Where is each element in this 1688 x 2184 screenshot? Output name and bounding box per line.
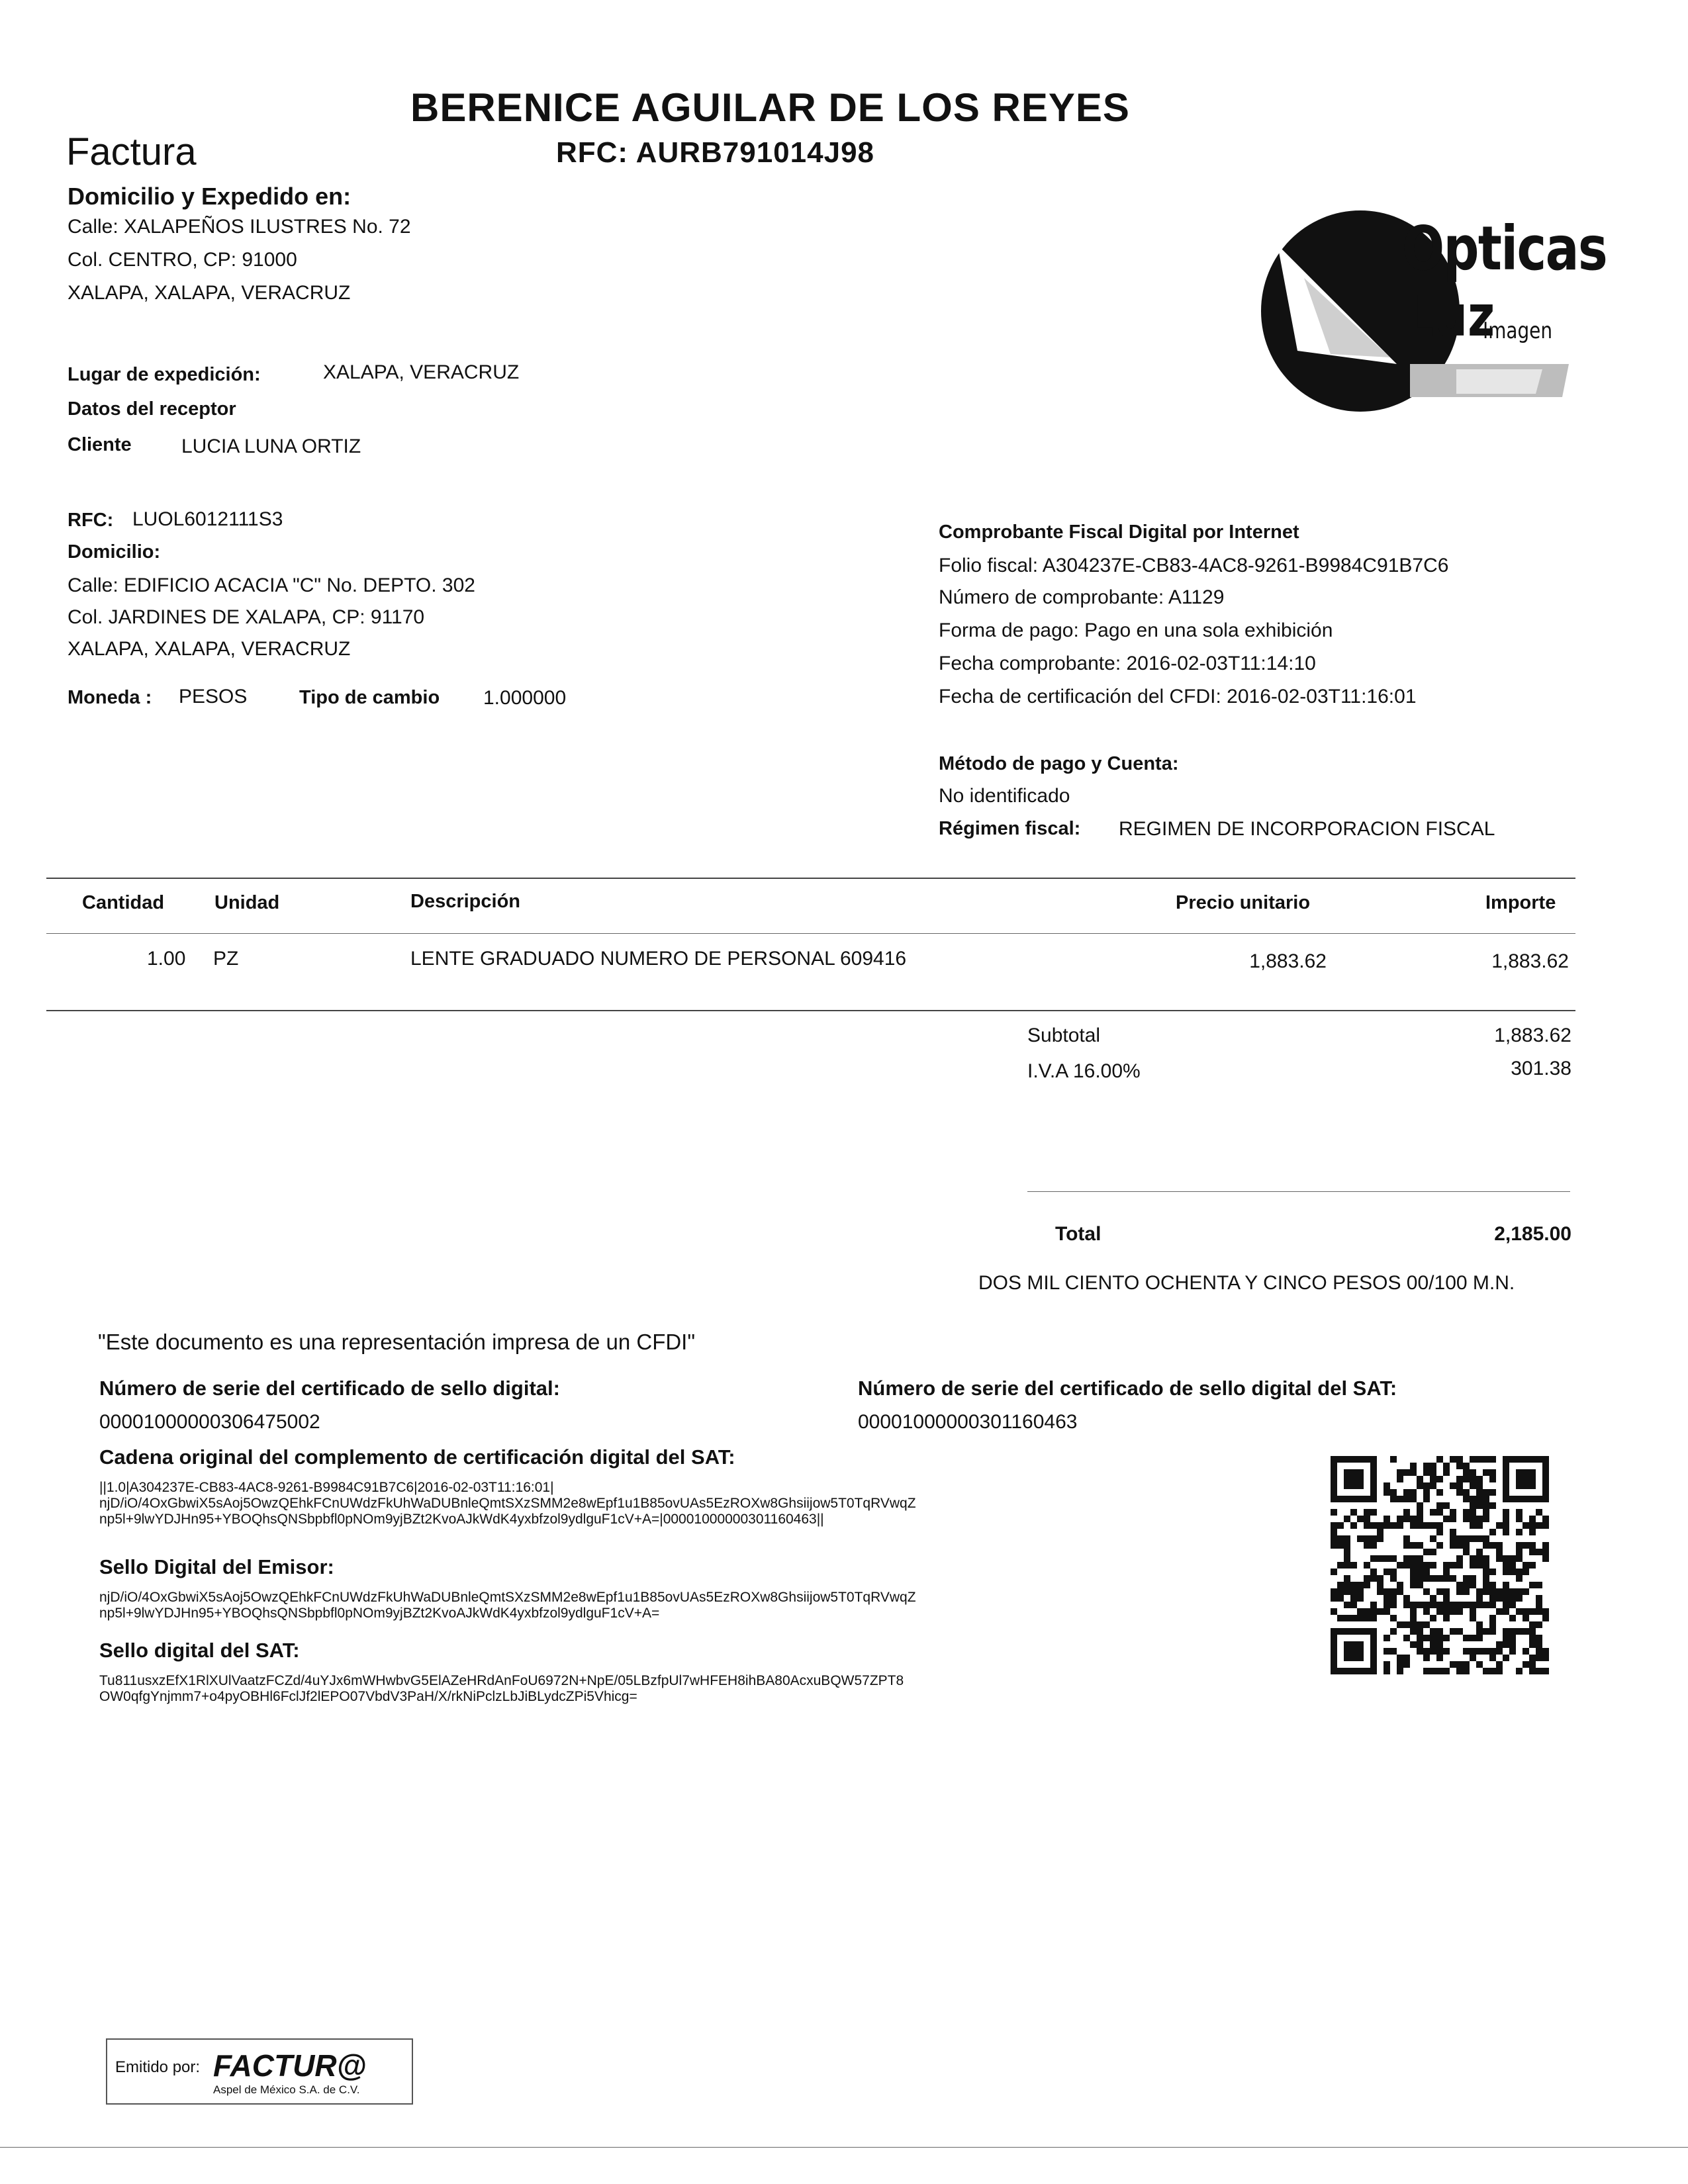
- receiver-address-heading: Domicilio:: [68, 541, 161, 563]
- logo-text-imagen: Imagen: [1483, 318, 1552, 344]
- header-qty: Cantidad: [82, 892, 165, 913]
- client-value: LUCIA LUNA ORTIZ: [181, 435, 361, 457]
- exchange-rate-label: Tipo de cambio: [299, 687, 440, 708]
- emitter-seal-line1: njD/iO/4OxGbwiX5sAoj5OwzQEhkFCnUWdzFkUhWaDUBnleQmtSXzSMM2e8wEpf1u1B85ovUAs5EzROXw8Ghsiijow5T0TqRVwqZ: [99, 1590, 916, 1605]
- issuer-name: BERENICE AGUILAR DE LOS REYES: [410, 85, 1130, 130]
- sat-seal-label: Sello digital del SAT:: [99, 1639, 300, 1662]
- exchange-rate-value: 1.000000: [483, 687, 567, 709]
- sat-seal-line2: OW0qfgYnjmm7+o4pyOBHl6FclJf2lEPO07VbdV3PaH/X/rkNiPclzLbJiBLydcZPi5Vhicg=: [99, 1689, 637, 1704]
- total-label: Total: [1055, 1223, 1102, 1245]
- totals-rule: [1027, 1191, 1570, 1192]
- issuer-address-line1: Calle: XALAPEÑOS ILUSTRES No. 72: [68, 216, 411, 238]
- logo-text-luz: Luz: [1405, 283, 1495, 349]
- original-chain-label: Cadena original del complemento de certificación digital del SAT:: [99, 1445, 735, 1469]
- table-bottom-rule: [46, 1010, 1575, 1011]
- table-header-rule: [46, 933, 1575, 934]
- logo-text-opticas: Opticas: [1402, 213, 1607, 284]
- payment-method-heading: Método de pago y Cuenta:: [939, 753, 1179, 774]
- original-chain-line2: njD/iO/4OxGbwiX5sAoj5OwzQEhkFCnUWdzFkUhWaDUBnleQmtSXzSMM2e8wEpf1u1B85ovUAs5EzROXw8Ghsiijow5T0TqRVwqZ: [99, 1496, 916, 1511]
- sat-seal-line1: Tu811usxzEfX1RlXUlVaatzFCZd/4uYJx6mWHwbvG5ElAZeHRdAnFoU6972N+NpE/05LBzfpUl7wHFEH8ihBA80AcxuBQW57ZPT8: [99, 1673, 904, 1688]
- row-description: LENTE GRADUADO NUMERO DE PERSONAL 609416: [410, 948, 907, 970]
- iva-label: I.V.A 16.00%: [1027, 1060, 1141, 1082]
- opticas-luz-logo: [1258, 199, 1607, 417]
- expedition-value: XALAPA, VERACRUZ: [323, 361, 520, 383]
- row-unit: PZ: [213, 948, 239, 970]
- cfdi-cert-date: Fecha de certificación del CFDI: 2016-02-03T11:16:01: [939, 686, 1417, 707]
- cfdi-heading: Comprobante Fiscal Digital por Internet: [939, 522, 1299, 543]
- page-bottom-rule: [0, 2147, 1688, 2148]
- original-chain-line1: ||1.0|A304237E-CB83-4AC8-9261-B9984C91B7C6|2016-02-03T11:16:01|: [99, 1480, 554, 1495]
- stamp-company: Aspel de México S.A. de C.V.: [213, 2083, 360, 2096]
- currency-value: PESOS: [179, 686, 248, 707]
- header-description: Descripción: [410, 891, 520, 912]
- cfdi-payment-form: Forma de pago: Pago en una sola exhibición: [939, 619, 1333, 641]
- sat-serial-label: Número de serie del certificado de sello digital del SAT:: [858, 1377, 1397, 1400]
- total-in-words: DOS MIL CIENTO OCHENTA Y CINCO PESOS 00/100 M.N.: [978, 1272, 1515, 1294]
- header-amount: Importe: [1485, 892, 1556, 913]
- expedition-label: Lugar de expedición:: [68, 364, 261, 385]
- stamp-brand: FACTUR@: [213, 2048, 367, 2083]
- original-chain-line3: np5l+9lwYDJHn95+YBOQhsQNSbpbfl0pNOm9yjBZt2KvoAJkWdK4yxbfzol9ydlguF1cV+A=|00001000000301160463||: [99, 1512, 824, 1527]
- original-chain-text: [99, 1480, 1066, 1527]
- emitter-seal-line2: np5l+9lwYDJHn95+YBOQhsQNSbpbfl0pNOm9yjBZt2KvoAJkWdK4yxbfzol9ydlguF1cV+A=: [99, 1606, 660, 1621]
- subtotal-label: Subtotal: [1027, 1024, 1101, 1046]
- cfdi-number: Número de comprobante: A1129: [939, 586, 1225, 608]
- receiver-address-line2: Col. JARDINES DE XALAPA, CP: 91170: [68, 606, 425, 628]
- row-unit-price: 1,883.62: [1249, 950, 1327, 972]
- emitter-seal-label: Sello Digital del Emisor:: [99, 1555, 334, 1578]
- cfdi-date: Fecha comprobante: 2016-02-03T11:14:10: [939, 653, 1316, 674]
- subtotal-value: 1,883.62: [1494, 1024, 1571, 1046]
- row-amount: 1,883.62: [1491, 950, 1569, 972]
- fiscal-regime-label: Régimen fiscal:: [939, 818, 1081, 839]
- receiver-rfc-value: LUOL6012111S3: [132, 508, 283, 530]
- document-type: Factura: [66, 130, 197, 173]
- header-unit-price: Precio unitario: [1176, 892, 1311, 913]
- receiver-heading: Datos del receptor: [68, 398, 236, 420]
- header-unit: Unidad: [214, 892, 280, 913]
- currency-label: Moneda :: [68, 687, 152, 708]
- client-label: Cliente: [68, 434, 132, 455]
- row-qty: 1.00: [147, 948, 186, 970]
- cfdi-representation-note: "Este documento es una representación impresa de un CFDI": [98, 1330, 696, 1354]
- issuer-rfc: RFC: AURB791014J98: [556, 136, 875, 169]
- issuer-address-line3: XALAPA, XALAPA, VERACRUZ: [68, 282, 351, 304]
- cert-serial-label: Número de serie del certificado de sello digital:: [99, 1377, 560, 1400]
- issuer-address-heading: Domicilio y Expedido en:: [68, 183, 352, 210]
- cfdi-folio: Folio fiscal: A304237E-CB83-4AC8-9261-B9984C91B7C6: [939, 555, 1449, 576]
- issuer-address-line2: Col. CENTRO, CP: 91000: [68, 249, 297, 271]
- receiver-address-line3: XALAPA, XALAPA, VERACRUZ: [68, 638, 351, 660]
- emitter-seal-text: [99, 1590, 1066, 1621]
- iva-value: 301.38: [1511, 1058, 1571, 1079]
- receiver-rfc-label: RFC:: [68, 510, 114, 531]
- stamp-prefix: Emitido por:: [115, 2058, 201, 2076]
- sat-serial-value: 00001000000301160463: [858, 1411, 1078, 1433]
- emitter-stamp: [106, 2038, 413, 2105]
- qr-code: [1331, 1456, 1549, 1674]
- sat-seal-text: [99, 1673, 1066, 1705]
- total-value: 2,185.00: [1494, 1223, 1571, 1245]
- table-top-rule: [46, 878, 1575, 879]
- cert-serial-value: 00001000000306475002: [99, 1411, 320, 1433]
- receiver-address-line1: Calle: EDIFICIO ACACIA "C" No. DEPTO. 302: [68, 574, 475, 596]
- payment-method-value: No identificado: [939, 785, 1070, 807]
- qr-code-graphic: [1331, 1456, 1549, 1674]
- fiscal-regime-value: REGIMEN DE INCORPORACION FISCAL: [1119, 818, 1495, 840]
